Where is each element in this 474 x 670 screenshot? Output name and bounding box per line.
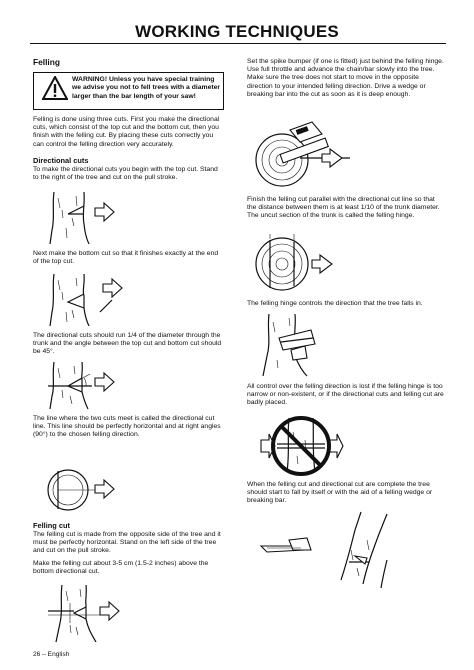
directional-p3: The directional cuts should run 1/4 of the diameter through the trunk and the angle between the top cut and bottom cut should be 45°. (33, 332, 222, 356)
felling-cut-p5: The felling cut is made from the opposite side of the tree and it must be perfectly horizontal. Stand on the left side of the tree and cut on the pull stroke. (33, 531, 221, 555)
hinge-distance-illustration (250, 230, 360, 295)
right-p1: Set the spike bumper (if one is fitted) just behind the felling hinge. Use full throttle and advance the chain/bar slowly into the tree. Make sure the tree does not start to move in the opposite direction to your intended felling direction. Drive a wedge or breaking bar into the cut as soon as it is deep enough. (247, 58, 444, 98)
directional-p1: To make the directional cuts you begin with the top cut. Stand to the right of the tree and cut on the pull stroke. (33, 166, 218, 182)
felling-cut-illustration (40, 583, 150, 643)
tree-falling-illustration (255, 510, 445, 590)
cut-line-illustration (40, 465, 150, 515)
directional-p2: Next make the bottom cut so that it finishes exactly at the end of the top cut. (33, 250, 219, 266)
felling-heading: Felling (33, 57, 60, 67)
directional-p4: The line where the two cuts meet is called the directional cut line. This line should be perfectly horizontal and at right angles (90°) to the chosen felling direction. (33, 415, 221, 439)
saw-in-trunk-illustration (250, 112, 360, 192)
directional-cuts-heading: Directional cuts (33, 156, 89, 165)
page-title: WORKING TECHNIQUES (135, 22, 339, 41)
felling-cut-heading: Felling cut (33, 521, 70, 530)
header-rule (30, 43, 446, 44)
cut-angle-illustration (40, 360, 150, 410)
right-p3: The felling hinge controls the direction that the tree falls in. (247, 300, 423, 307)
top-cut-illustration (40, 190, 150, 245)
hinge-illustration (255, 312, 355, 377)
bottom-cut-illustration (40, 272, 150, 327)
right-p5: When the felling cut and directional cut are complete the tree should start to fall by itself or with the aid of a felling wedge or breaking bar. (247, 481, 433, 505)
prohibited-cut-illustration (255, 412, 355, 480)
warning-triangle-icon (42, 76, 68, 100)
page-footer: 26 – English (33, 651, 70, 658)
felling-intro: Felling is done using three cuts. First you make the directional cuts, which consist of the top cut and the bottom cut, then you finish with the felling cut. By placing these cuts correctly you can control the felling direction very accurately. (33, 116, 220, 148)
felling-cut-p6: Make the felling cut about 3-5 cm (1.5-2 inches) above the bottom directional cut. (33, 560, 209, 576)
right-p4: All control over the felling direction is lost if the felling hinge is too narrow or non-existent, or if the directional cuts and felling cut are badly placed. (247, 383, 444, 407)
warning-box (33, 72, 224, 110)
warning-text: WARNING! Unless you have special training we advise you not to fell trees with a diameter larger than the bar length of your saw! (72, 76, 221, 100)
right-p2: Finish the felling cut parallel with the directional cut line so that the distance between them is at least 1/10 of the trunk diameter. The uncut section of the trunk is called the felling hinge. (247, 196, 440, 220)
